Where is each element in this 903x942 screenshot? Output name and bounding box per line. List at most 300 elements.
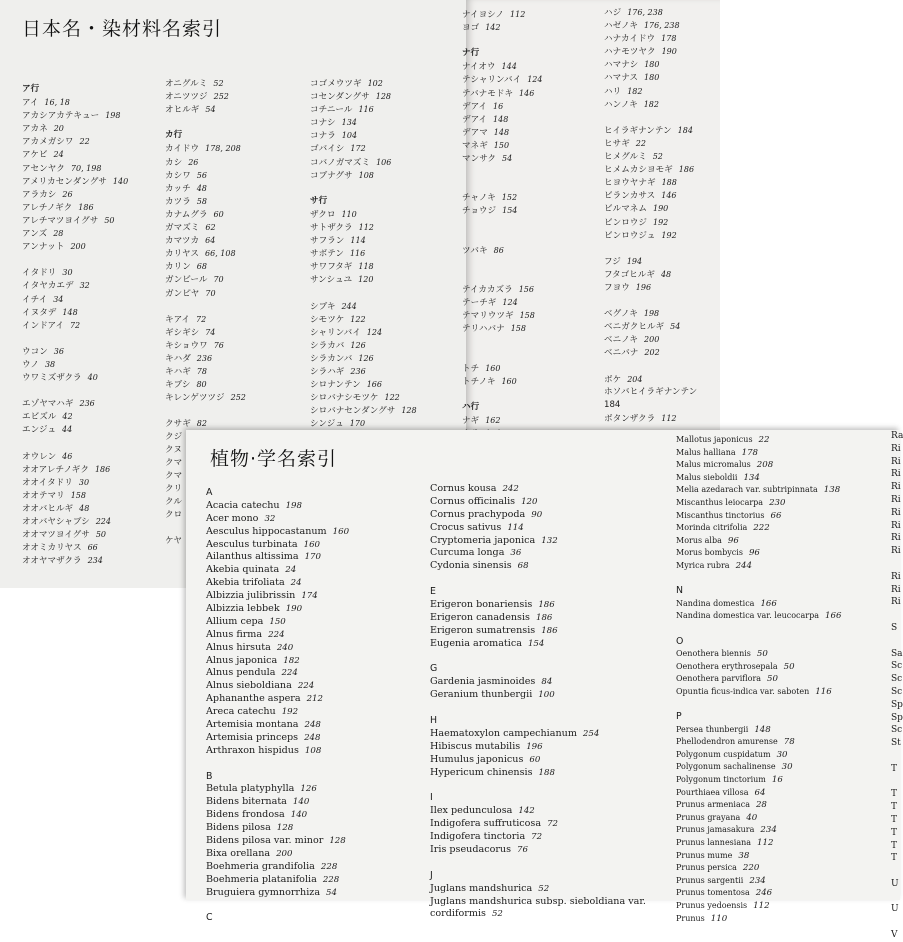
entry-name: Aesculus hippocastanum (206, 525, 327, 537)
index-entry (462, 244, 554, 257)
index-entry (676, 673, 841, 686)
entry-name: カリヤス (165, 249, 200, 260)
index-entry (310, 339, 417, 352)
entry-name: Erigeron canadensis (430, 611, 530, 623)
index-entry (22, 175, 128, 188)
page-number: 32 (79, 281, 90, 291)
entry-name: カシワ (165, 170, 191, 181)
page-number: 160 (501, 376, 517, 386)
entry-name: Prunus persica (676, 863, 737, 873)
section-heading: P (676, 711, 682, 723)
index-entry (165, 391, 246, 404)
index-entry (430, 625, 646, 638)
entry-name: コナラ (310, 131, 336, 142)
page-number: 56 (196, 170, 207, 180)
edge-letter: T (891, 840, 898, 851)
index-entry (676, 913, 841, 926)
index-entry (676, 648, 841, 661)
page-number: 72 (531, 832, 543, 843)
index-entry (676, 736, 841, 749)
entry-name: イヌタデ (22, 307, 57, 318)
page-number: 108 (358, 170, 374, 180)
page-number: 200 (644, 335, 660, 345)
entry-name: Indigofera tinctoria (430, 831, 526, 843)
index-entry (430, 908, 646, 921)
entry-name: インドアイ (22, 320, 64, 331)
index-entry (430, 831, 646, 844)
index-entry (22, 201, 128, 214)
index-entry (676, 837, 841, 850)
page-number: 228 (322, 874, 340, 885)
index-entry (676, 598, 841, 611)
index-entry (206, 680, 349, 693)
spacer (462, 270, 554, 283)
page-number: 224 (297, 681, 315, 692)
page-number: 96 (727, 535, 739, 546)
index-entry (310, 208, 417, 221)
entry-name: Bidens pilosa (206, 822, 271, 834)
entry-name: ビルマネム (604, 204, 647, 215)
page-number: 174 (301, 591, 318, 602)
index-entry (165, 221, 246, 234)
index-entry (462, 375, 554, 388)
spacer (206, 758, 349, 771)
page-number: 188 (661, 178, 677, 188)
entry-name: キブシ (165, 380, 191, 391)
index-entry (462, 126, 554, 139)
edge-letter: Sc (891, 725, 903, 736)
entry-name: マネギ (462, 140, 488, 151)
entry-name: ビンロウジ (604, 217, 647, 228)
entry-name: ベグノキ (604, 309, 638, 320)
page-number: 54 (502, 154, 513, 164)
entry-name: Cryptomeria japonica (430, 534, 536, 546)
index-entry (310, 352, 417, 365)
entry-name: Malus micromalus (676, 460, 751, 470)
page-number: 180 (644, 73, 660, 83)
entry-name: カッチ (165, 183, 191, 194)
page-number: 24 (290, 578, 302, 589)
entry-name: Morus alba (676, 535, 722, 545)
index-entry (604, 98, 697, 111)
index-entry (310, 234, 417, 247)
page-number: 140 (292, 797, 310, 808)
entry-name: Humulus japonicus (430, 753, 524, 765)
index-entry (310, 404, 417, 417)
entry-name: サトザクラ (310, 223, 353, 234)
index-entry (22, 135, 128, 148)
index-entry (676, 761, 841, 774)
index-entry (604, 229, 697, 242)
entry-name: キレンゲツツジ (165, 393, 225, 404)
index-entry (430, 612, 646, 625)
entry-name: クロ (165, 510, 183, 521)
page-number: 234 (749, 875, 766, 886)
page-number: 114 (507, 522, 524, 533)
page-number: 200 (276, 848, 293, 859)
entry-name: アンナット (22, 242, 65, 253)
index-entry (22, 463, 128, 476)
entry-name: Crocus sativus (430, 521, 502, 533)
entry-name: ウコン (22, 346, 48, 357)
page-number: 252 (213, 92, 229, 102)
edge-letter (891, 865, 900, 878)
section-heading: A (206, 487, 213, 498)
entry-name: ハンノキ (604, 99, 638, 110)
latin-index-page (186, 430, 903, 924)
index-entry (604, 346, 697, 359)
index-column-5 (604, 6, 697, 425)
index-entry (22, 423, 128, 436)
entry-name: ホソバヒイラギナンテン (604, 386, 698, 397)
page-number: 40 (746, 812, 758, 823)
page-number: 52 (538, 883, 550, 894)
page-number: 48 (196, 183, 207, 193)
entry-name: ギシギシ (165, 327, 200, 338)
index-entry (310, 90, 417, 103)
index-entry (22, 266, 128, 279)
index-entry (310, 116, 417, 129)
index-entry (462, 362, 554, 375)
edge-letter: Ri (891, 546, 901, 557)
index-entry (206, 861, 349, 874)
page-number: 112 (661, 413, 677, 423)
entry-name: 184 (604, 399, 621, 410)
entry-name: アセンヤク (22, 163, 65, 174)
page-number: 112 (358, 223, 374, 233)
page-number: 52 (213, 79, 224, 88)
index-entry (165, 90, 246, 103)
index-entry (676, 560, 841, 573)
index-entry (676, 812, 841, 825)
edge-letter: T (891, 853, 898, 864)
page-number: 158 (519, 311, 535, 321)
page-number: 74 (205, 327, 216, 337)
index-entry (206, 693, 349, 706)
entry-name: クリ (165, 483, 183, 494)
page-number: 236 (350, 367, 366, 377)
page-number: 178 (741, 447, 759, 458)
page-number: 196 (526, 741, 543, 752)
index-entry (604, 124, 697, 137)
page-title: 日本名・染材料名索引 (22, 18, 223, 40)
entry-name: Malus halliana (676, 447, 736, 457)
edge-letter: Sp (891, 712, 903, 723)
page-number: 28 (755, 800, 767, 811)
index-entry (430, 883, 646, 896)
entry-name: Polygonum tinctorium (676, 775, 766, 785)
index-entry (462, 8, 554, 21)
index-entry (604, 176, 697, 189)
index-entry (462, 283, 554, 296)
index-entry (676, 610, 841, 623)
entry-name: ハゼノキ (604, 21, 638, 32)
section-heading: N (676, 585, 684, 597)
index-entry (165, 247, 246, 260)
entry-name: ヒメムカシヨモギ (604, 165, 673, 176)
entry-name: チョウジ (462, 206, 497, 217)
index-entry (604, 163, 697, 176)
index-entry (310, 391, 417, 404)
entry-name: Juglans mandshurica subsp. sieboldiana var. (430, 895, 646, 907)
page-number: 120 (521, 496, 538, 507)
entry-name: テバナモドキ (462, 88, 514, 99)
entry-name: ヒイラギナンテン (604, 125, 672, 136)
entry-name: ベニガクヒルギ (604, 322, 665, 333)
page-number: 154 (502, 206, 518, 216)
page-number: 138 (823, 485, 841, 496)
entry-name: テマリウツギ (462, 311, 514, 322)
entry-name: Prunus yedoensis (676, 900, 748, 910)
index-entry (430, 638, 646, 651)
page-number: 112 (510, 10, 526, 19)
index-entry (22, 306, 128, 319)
page-number: 22 (635, 138, 646, 148)
index-entry (430, 805, 646, 818)
entry-name: シブキ (310, 301, 336, 312)
entry-name: Betula platyphylla (206, 783, 295, 795)
entry-name: Mallotus japonicus (676, 435, 753, 444)
index-entry (604, 216, 697, 229)
page-number: 124 (366, 327, 383, 337)
entry-name: シンジュ (310, 419, 344, 430)
index-entry (310, 417, 417, 430)
page-number: 182 (643, 99, 659, 109)
index-entry (430, 560, 646, 573)
entry-name: Prunus jamasakura (676, 825, 755, 835)
index-entry (206, 874, 349, 887)
page-number: 64 (205, 236, 216, 246)
entry-name: オオアレチノギク (22, 464, 89, 475)
entry-name: イチイ (22, 294, 48, 305)
edge-letter: Ra (891, 431, 903, 441)
spacer (462, 34, 554, 47)
index-entry (165, 378, 246, 391)
entry-name: Prunus mume (676, 850, 733, 860)
entry-name: サボテン (310, 249, 344, 260)
edge-letter (891, 750, 900, 763)
index-entry (310, 300, 417, 313)
index-entry (206, 526, 349, 539)
entry-name: フヨウ (604, 282, 630, 293)
entry-name: Persea thunbergii (676, 724, 749, 734)
entry-name: オオヤマザクラ (22, 556, 82, 567)
page-number: 28 (53, 229, 64, 239)
entry-name: Miscanthus leiocarpa (676, 497, 764, 507)
entry-name: カイドウ (165, 144, 200, 155)
page-number: 112 (757, 838, 774, 848)
page-number: 212 (306, 694, 323, 705)
index-entry (165, 339, 246, 352)
index-entry (22, 528, 128, 541)
entry-name: カナムグラ (165, 209, 208, 220)
page-number: 58 (196, 196, 207, 206)
index-entry (206, 667, 349, 680)
index-entry (462, 191, 554, 204)
page-number: 244 (735, 560, 752, 571)
page-number: 78 (783, 737, 795, 748)
page-number: 126 (358, 353, 374, 363)
index-entry (22, 371, 128, 384)
index-entry (165, 313, 246, 326)
entry-name: Pourthiaea villosa (676, 787, 749, 797)
index-entry (676, 434, 841, 447)
entry-name: Alnus pendula (206, 667, 276, 679)
entry-name: エビズル (22, 412, 57, 423)
page-number: 248 (304, 732, 321, 743)
page-number: 122 (384, 393, 400, 403)
edge-letter: Sa (891, 648, 903, 659)
index-entry (165, 417, 246, 430)
index-entry (206, 783, 349, 796)
entry-name: Erigeron bonariensis (430, 599, 533, 611)
entry-name: Malus sieboldii (676, 472, 738, 482)
entry-name: Geranium thunbergii (430, 689, 533, 701)
entry-name: Albizzia julibrissin (206, 590, 296, 602)
index-entry (310, 313, 417, 326)
spacer (430, 651, 646, 664)
entry-name: Cornus officinalis (430, 495, 516, 507)
page-number: 160 (485, 363, 501, 373)
page-number: 252 (230, 393, 246, 403)
entry-name: クマ (165, 457, 183, 468)
index-entry (430, 496, 646, 509)
page-number: 126 (350, 340, 366, 350)
edge-letter (891, 558, 900, 571)
page-number: 16, 18 (44, 98, 70, 108)
entry-name: Cornus prachypoda (430, 508, 526, 520)
spacer (430, 857, 646, 870)
entry-name: Ailanthus altissima (206, 551, 299, 563)
edge-letter: T (891, 814, 898, 825)
page-number: 128 (329, 836, 346, 847)
entry-name: シラカバ (310, 340, 345, 351)
page-number: 176, 238 (627, 8, 663, 17)
entry-name: Oenothera parviflora (676, 674, 762, 684)
index-entry (22, 96, 128, 109)
index-entry (206, 500, 349, 513)
index-entry (165, 142, 246, 155)
page-number: 242 (502, 484, 519, 494)
entry-name: ハマナス (604, 73, 639, 84)
spacer (462, 388, 554, 401)
entry-name: Prunus armeniaca (676, 800, 750, 810)
page-number: 128 (375, 92, 392, 102)
index-entry (676, 724, 841, 737)
entry-name: Artemisia montana (206, 719, 299, 731)
page-number: 234 (87, 556, 103, 566)
page-number: 50 (783, 661, 795, 672)
page-number: 76 (517, 844, 528, 855)
page-number: 30 (78, 477, 90, 487)
page-number: 62 (205, 223, 216, 233)
index-entry (604, 412, 697, 425)
index-entry (165, 169, 246, 182)
page-number: 134 (743, 472, 760, 483)
edge-letter: St (891, 738, 901, 749)
index-entry (206, 848, 349, 861)
entry-name: シロバナセンダングサ (310, 406, 396, 417)
index-entry (430, 767, 646, 780)
entry-name: ハジ (604, 8, 622, 18)
page-number: 224 (268, 629, 285, 640)
index-entry (206, 603, 349, 616)
japanese-index-page-right (462, 0, 720, 430)
page-number: 166 (825, 611, 842, 622)
entry-name: テリハバナ (462, 324, 505, 335)
page-number: 234 (760, 825, 777, 836)
entry-name: Prunus sargentii (676, 875, 744, 885)
section-heading: G (430, 663, 438, 675)
page-number: 228 (320, 861, 338, 872)
entry-name: Polygonum sachalinense (676, 762, 776, 772)
entry-name: Aphananthe aspera (206, 693, 301, 705)
index-entry (604, 19, 697, 32)
page-number: 204 (627, 374, 643, 384)
index-entry (165, 365, 246, 378)
page-number: 230 (769, 497, 786, 508)
spacer (676, 623, 841, 636)
page-number: 32 (264, 513, 276, 524)
page-number: 148 (493, 114, 509, 124)
entry-name: コナシ (310, 118, 336, 129)
page-number: 236 (79, 399, 95, 409)
entry-name: ハナカイドウ (604, 34, 656, 45)
index-entry (22, 541, 128, 554)
edge-letter: Ri (891, 597, 901, 608)
edge-letter: Ri (891, 443, 901, 454)
index-entry (22, 122, 128, 135)
entry-name: ナイオウ (462, 62, 496, 73)
entry-name: オニツツジ (165, 92, 208, 103)
page-number: 124 (502, 298, 518, 308)
index-entry (310, 221, 417, 234)
page-number: 24 (53, 150, 64, 160)
page-number: 160 (332, 526, 350, 537)
page-number: 26 (62, 189, 73, 199)
spacer (676, 698, 841, 711)
page-number: 128 (401, 406, 417, 416)
section-heading: H (430, 715, 438, 727)
page-number: 184 (677, 125, 693, 135)
page-number: 68 (517, 561, 529, 572)
entry-name: Indigofera suffruticosa (430, 818, 542, 830)
entry-name: Cornus kousa (430, 483, 497, 494)
entry-name: ウノ (22, 359, 39, 370)
index-entry (604, 150, 697, 163)
index-entry (462, 87, 554, 100)
entry-name: ヒヨウヤナギ (604, 178, 656, 189)
page-number: 116 (358, 105, 374, 115)
page-number: 200 (70, 242, 86, 252)
edge-letter: Ri (891, 507, 901, 518)
page-number: 50 (756, 649, 768, 660)
entry-name: オウレン (22, 451, 57, 462)
page-number: 116 (349, 249, 366, 259)
entry-name: キアイ (165, 314, 191, 325)
entry-name: オニグルミ (165, 79, 208, 89)
index-entry (462, 204, 554, 217)
page-number: 72 (547, 819, 559, 830)
entry-name: チャノキ (462, 193, 496, 204)
index-entry (430, 741, 646, 754)
entry-name: コゴメウツギ (310, 79, 362, 89)
index-entry (165, 287, 246, 300)
edge-letter (891, 891, 900, 904)
page-number: 146 (661, 191, 677, 201)
index-entry (22, 214, 128, 227)
entry-name: Artemisia princeps (206, 731, 299, 743)
